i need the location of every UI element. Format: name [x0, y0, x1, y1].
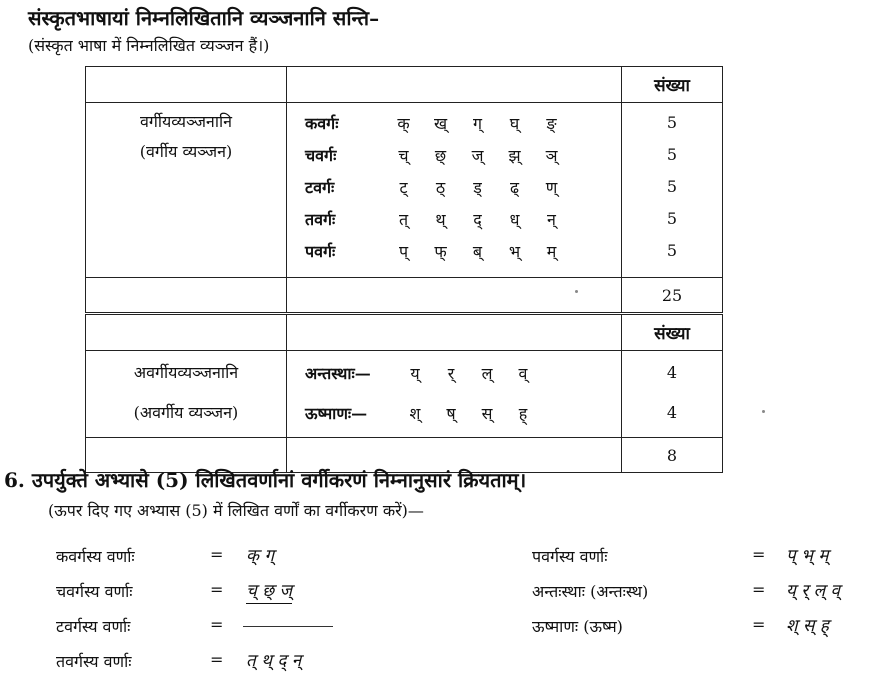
letter: न्	[547, 210, 556, 229]
classification-label: तवर्गस्य वर्णाः	[56, 652, 132, 671]
category-cell	[86, 103, 287, 278]
letter: ड्	[473, 178, 482, 197]
classification-value: क् ग्	[246, 546, 275, 566]
group-count: 5	[666, 145, 678, 164]
equals-sign: =	[210, 580, 224, 599]
classification-value: प् भ् म्	[786, 546, 829, 566]
groups-cell	[287, 103, 622, 278]
equals-sign: =	[210, 545, 224, 564]
category-label-hindi: (वर्गीय व्यञ्जन)	[139, 142, 233, 161]
groups-cell	[287, 351, 622, 438]
vargiya-table	[85, 66, 723, 313]
group-count: 5	[666, 209, 678, 228]
blank-answer-line	[243, 626, 333, 627]
group-name: कवर्गः	[305, 114, 339, 133]
classification-label: पवर्गस्य वर्णाः	[532, 547, 608, 566]
group-row	[287, 393, 621, 433]
letter: य्	[410, 364, 420, 383]
group-name: टवर्गः	[305, 178, 335, 197]
table-header-row	[86, 315, 723, 351]
letter: च्	[398, 146, 409, 165]
total-cell-empty	[287, 278, 622, 313]
group-name: अन्तस्थाः—	[305, 364, 371, 383]
classification-label: अन्तःस्थाः (अन्तःस्थ)	[532, 582, 649, 601]
letter: ण्	[545, 178, 558, 197]
equals-sign: =	[210, 650, 224, 669]
group-row	[287, 203, 621, 235]
scan-speck	[762, 410, 765, 413]
group-row	[287, 353, 621, 393]
letter: ङ्	[546, 114, 557, 133]
header-cell-empty	[86, 315, 287, 351]
group-count: 5	[666, 113, 678, 132]
table-body-row	[86, 103, 723, 278]
letter: ध्	[509, 210, 520, 229]
total-cell-empty	[86, 278, 287, 313]
group-row	[287, 107, 621, 139]
question-6-title: 6. उपर्युक्ते अभ्यासे (5) लिखितवर्णानां वर्गीकरणं निम्नानुसारं क्रियताम्।	[4, 468, 527, 492]
group-name: ऊष्माणः—	[305, 404, 368, 423]
letter: श्	[409, 404, 421, 423]
equals-sign: =	[210, 615, 224, 634]
table-body-row	[86, 351, 723, 438]
letter: ट्	[399, 178, 408, 197]
group-row	[287, 139, 621, 171]
total-row	[86, 278, 723, 313]
classification-label: टवर्गस्य वर्णाः	[56, 617, 131, 636]
table-header-row	[86, 67, 723, 103]
category-label: अवर्गीयव्यञ्जनानि	[133, 363, 239, 382]
group-row	[287, 171, 621, 203]
classification-label: कवर्गस्य वर्णाः	[56, 547, 135, 566]
equals-sign: =	[752, 580, 766, 599]
classification-value: य् र् ल् व्	[786, 581, 841, 601]
letter: द्	[473, 210, 482, 229]
letter: ह्	[518, 404, 528, 423]
scan-speck	[575, 290, 578, 293]
counts-cell	[622, 351, 723, 438]
letter: थ्	[435, 210, 446, 229]
letter: ग्	[472, 114, 482, 133]
letter: ब्	[472, 242, 483, 261]
letter: र्	[447, 364, 455, 383]
group-name: पवर्गः	[305, 242, 336, 261]
group-count: 5	[666, 177, 678, 196]
letter: ठ्	[435, 178, 446, 197]
letter: ञ्	[545, 146, 558, 165]
letter: घ्	[509, 114, 520, 133]
letter: ल्	[481, 364, 493, 383]
letter: त्	[398, 210, 409, 229]
letter: छ्	[434, 146, 447, 165]
classification-label: चवर्गस्य वर्णाः	[56, 582, 133, 601]
header-cell-empty	[287, 315, 622, 351]
letter: ष्	[446, 404, 456, 423]
letter: व्	[518, 364, 528, 383]
group-count: 5	[666, 241, 678, 260]
equals-sign: =	[752, 545, 766, 564]
equals-sign: =	[752, 615, 766, 634]
letter: प्	[398, 242, 409, 261]
letter: ज्	[471, 146, 484, 165]
classification-label: ऊष्माणः (ऊष्म)	[532, 617, 623, 636]
group-name: चवर्गः	[305, 146, 337, 165]
avargiya-table	[85, 314, 723, 473]
section-heading: संस्कृतभाषायां निम्नलिखितानि व्यञ्जनानि सन्ति–	[28, 6, 380, 30]
total-count: 8	[622, 438, 723, 473]
letter: म्	[546, 242, 557, 261]
letter: भ्	[508, 242, 521, 261]
letter: झ्	[508, 146, 521, 165]
header-cell-empty	[287, 67, 622, 103]
question-6-subtitle: (ऊपर दिए गए अभ्यास (5) में लिखित वर्णों का वर्गीकरण करें)—	[48, 501, 424, 520]
group-row	[287, 235, 621, 267]
classification-value: श् स् ह्	[786, 616, 829, 636]
classification-value: त् थ् द् न्	[246, 651, 302, 671]
section-subheading: (संस्कृत भाषा में निम्नलिखित व्यञ्जन हैं।)	[28, 36, 270, 55]
group-count: 4	[666, 403, 678, 422]
letter: स्	[481, 404, 493, 423]
letter: क्	[397, 114, 410, 133]
category-label: वर्गीयव्यञ्जनानि	[139, 112, 232, 131]
classification-value: च् छ् ज्	[246, 578, 292, 604]
group-count: 4	[666, 363, 678, 382]
total-count: 25	[622, 278, 723, 313]
count-header: संख्या	[622, 315, 723, 351]
letter: ख्	[433, 114, 448, 133]
letter: फ्	[434, 242, 447, 261]
counts-cell	[622, 103, 723, 278]
count-header: संख्या	[622, 67, 723, 103]
category-cell	[86, 351, 287, 438]
header-cell-empty	[86, 67, 287, 103]
category-label-hindi: (अवर्गीय व्यञ्जन)	[133, 403, 239, 422]
group-name: तवर्गः	[305, 210, 336, 229]
letter: ढ्	[509, 178, 519, 197]
